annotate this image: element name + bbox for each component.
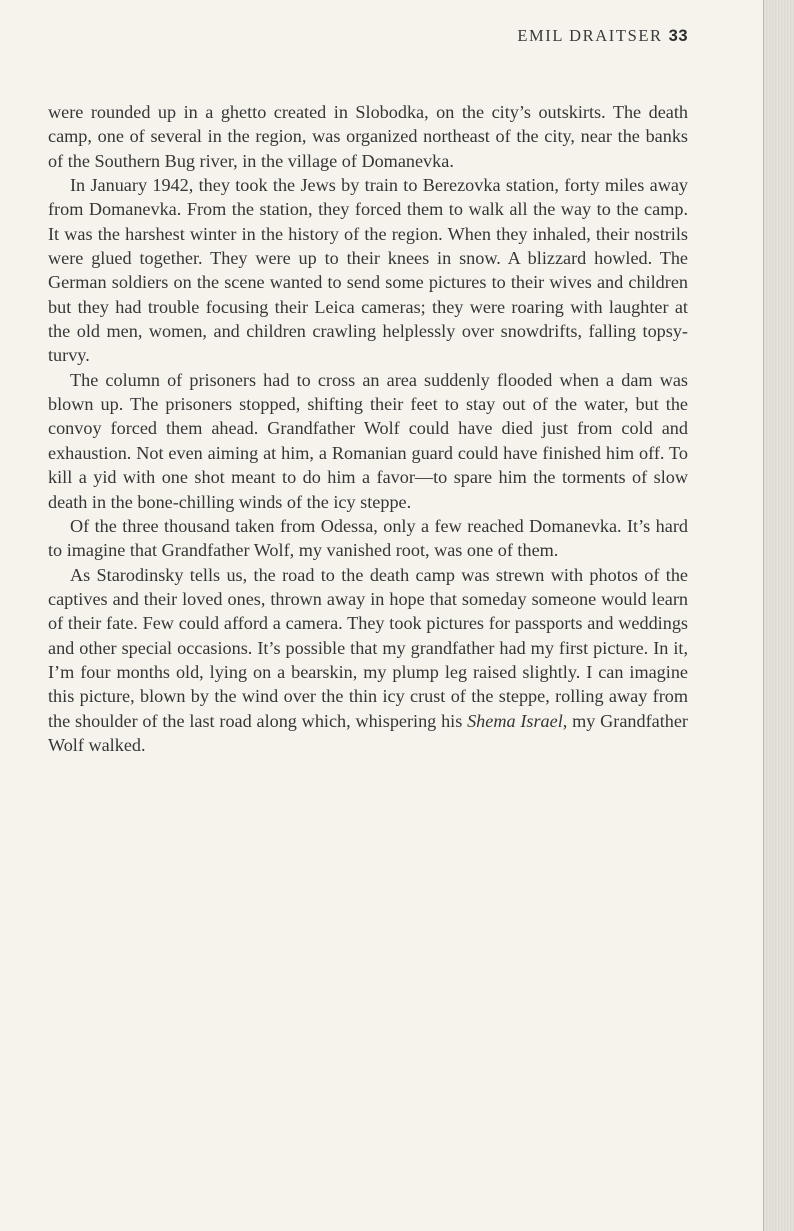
- page-number: 33: [668, 27, 688, 45]
- paragraph-1: were rounded up in a ghetto created in Slobodka, on the city’s outskirts. The death camp, one of several in the region, was organized northeast of the city, near the banks of the Southern Bug river, in the village of Domanevka.: [48, 102, 688, 171]
- body-text: [48, 100, 688, 757]
- paragraph-5-text-before: As Starodinsky tells us, the road to the death camp was strewn with photos of the captives and their loved ones, thrown away in hope that someday someone would learn of their fate. Few could afford a camera. They took pictures for passports and weddings and other special occasions. It’s possible that my grandfather had my first picture. In it, I’m four months old, lying on a bearskin, my plump leg raised slightly. I can imagine this picture, blown by the wind over the thin icy crust of the steppe, rolling away from the shoulder of the last road along which, whispering his: [48, 564, 688, 731]
- paragraph-3: The column of prisoners had to cross an area suddenly flooded when a dam was blown up. The prisoners stopped, shifting their feet to stay out of the water, but the convoy forced them ahead. Grandfather Wolf could have died just from cold and exhaustion. Not even aiming at him, a Romanian guard could have finished him off. To kill a yid with one shot meant to do him a favor—to spare him the torments of slow death in the bone-chilling winds of the icy steppe.: [48, 369, 688, 512]
- page-edges: [763, 0, 794, 1231]
- shema-israel-italic: Shema Israel: [467, 710, 563, 731]
- paragraph-5: [48, 563, 688, 758]
- running-head-author: EMIL DRAITSER: [517, 26, 663, 45]
- paragraph-4: Of the three thousand taken from Odessa, only a few reached Domanevka. It’s hard to imagine that Grandfather Wolf, my vanished root, was one of them.: [48, 515, 688, 561]
- running-head: [48, 26, 688, 46]
- paragraph-2: In January 1942, they took the Jews by train to Berezovka station, forty miles away from Domanevka. From the station, they forced them to walk all the way to the camp. It was the harshest winter in the history of the region. When they inhaled, their nostrils were glued together. They were up to their knees in snow. A blizzard howled. The German soldiers on the scene wanted to send some pictures to their wives and children but they had trouble focusing their Leica cameras; they were roaring with laughter at the old men, women, and children crawling helplessly over snowdrifts, falling topsy-turvy.: [48, 175, 688, 366]
- paragraph-5-text-after: , my Grandfather Wolf walked.: [48, 710, 688, 755]
